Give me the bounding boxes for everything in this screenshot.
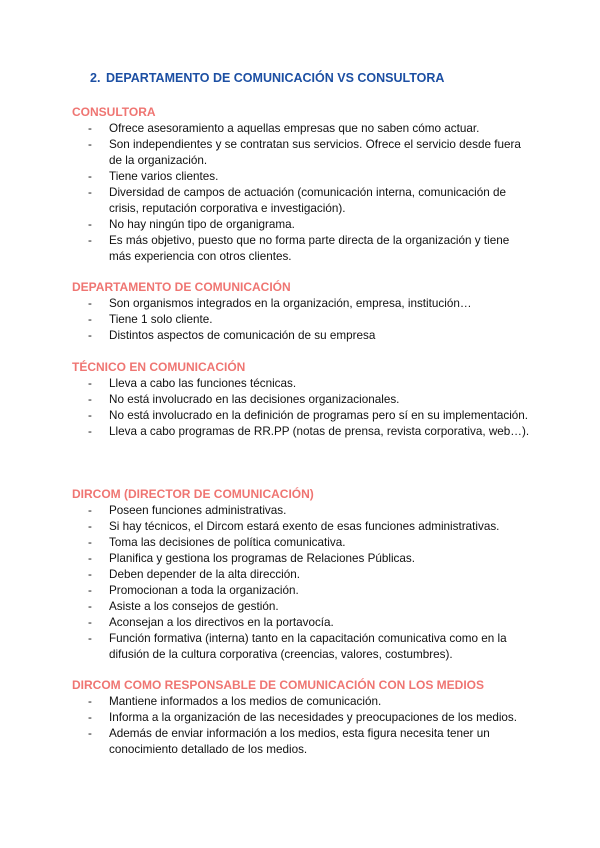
title-text: DEPARTAMENTO DE COMUNICACIÓN VS CONSULTORA (106, 71, 445, 85)
section-consultora (72, 104, 532, 265)
section-heading: TÉCNICO EN COMUNICACIÓN (72, 360, 246, 374)
section-dircom-medios (72, 677, 532, 758)
list-item: - Informa a la organización de las necesidades y preocupaciones de los medios. (88, 711, 518, 724)
section-heading: DIRCOM (DIRECTOR DE COMUNICACIÓN) (72, 487, 314, 501)
list-item: - Toma las decisiones de política comunicativa. (88, 536, 346, 549)
bullet-list (72, 694, 532, 758)
list-item: - Tiene varios clientes. (88, 170, 219, 183)
section-departamento (72, 279, 532, 344)
list-item: - No está involucrado en las decisiones organizacionales. (88, 393, 400, 406)
list-item: - Aconsejan a los directivos en la portavocía. (88, 616, 334, 629)
section-heading: DEPARTAMENTO DE COMUNICACIÓN (72, 280, 291, 294)
list-item: - Asiste a los consejos de gestión. (88, 600, 279, 613)
list-item: - Tiene 1 solo cliente. (88, 313, 213, 326)
list-item: - Diversidad de campos de actuación (comunicación interna, comunicación de crisis, reputación corporativa e investigación). (88, 186, 506, 215)
list-item: - Planifica y gestiona los programas de Relaciones Públicas. (88, 552, 415, 565)
list-item: - Es más objetivo, puesto que no forma parte directa de la organización y tiene más experiencia con otros clientes. (88, 234, 510, 263)
list-item: - Poseen funciones administrativas. (88, 504, 287, 517)
bullet-list (72, 296, 532, 344)
list-item: - Son organismos integrados en la organización, empresa, institución… (88, 297, 472, 310)
list-item: - No hay ningún tipo de organigrama. (88, 218, 295, 231)
title-number: 2. (90, 71, 101, 85)
list-item: - Si hay técnicos, el Dircom estará exento de esas funciones administrativas. (88, 520, 500, 533)
list-item: - Ofrece asesoramiento a aquellas empresas que no saben cómo actuar. (88, 122, 480, 135)
section-heading: CONSULTORA (72, 105, 156, 119)
bullet-list (72, 121, 532, 265)
list-item: - Deben depender de la alta dirección. (88, 568, 301, 581)
document-title (90, 70, 444, 86)
list-item: - Son independientes y se contratan sus servicios. Ofrece el servicio desde fuera de la organización. (88, 138, 521, 167)
section-heading: DIRCOM COMO RESPONSABLE DE COMUNICACIÓN CON LOS MEDIOS (72, 678, 485, 692)
list-item: - Mantiene informados a los medios de comunicación. (88, 695, 382, 708)
list-item: - Promocionan a toda la organización. (88, 584, 299, 597)
list-item: - Función formativa (interna) tanto en la capacitación comunicativa como en la difusión de la cultura corporativa (creencias, valores, costumbres). (88, 632, 507, 661)
list-item: - Además de enviar información a los medios, esta figura necesita tener un conocimiento detallado de los medios. (88, 727, 490, 756)
list-item: - Lleva a cabo las funciones técnicas. (88, 377, 297, 390)
bullet-list (72, 503, 532, 663)
list-item: - Distintos aspectos de comunicación de su empresa (88, 329, 376, 342)
list-item: - Lleva a cabo programas de RR.PP (notas de prensa, revista corporativa, web…). (88, 425, 530, 438)
bullet-list (72, 376, 532, 440)
section-dircom (72, 486, 532, 663)
list-item: - No está involucrado en la definición de programas pero sí en su implementación. (88, 409, 529, 422)
section-tecnico (72, 359, 532, 440)
